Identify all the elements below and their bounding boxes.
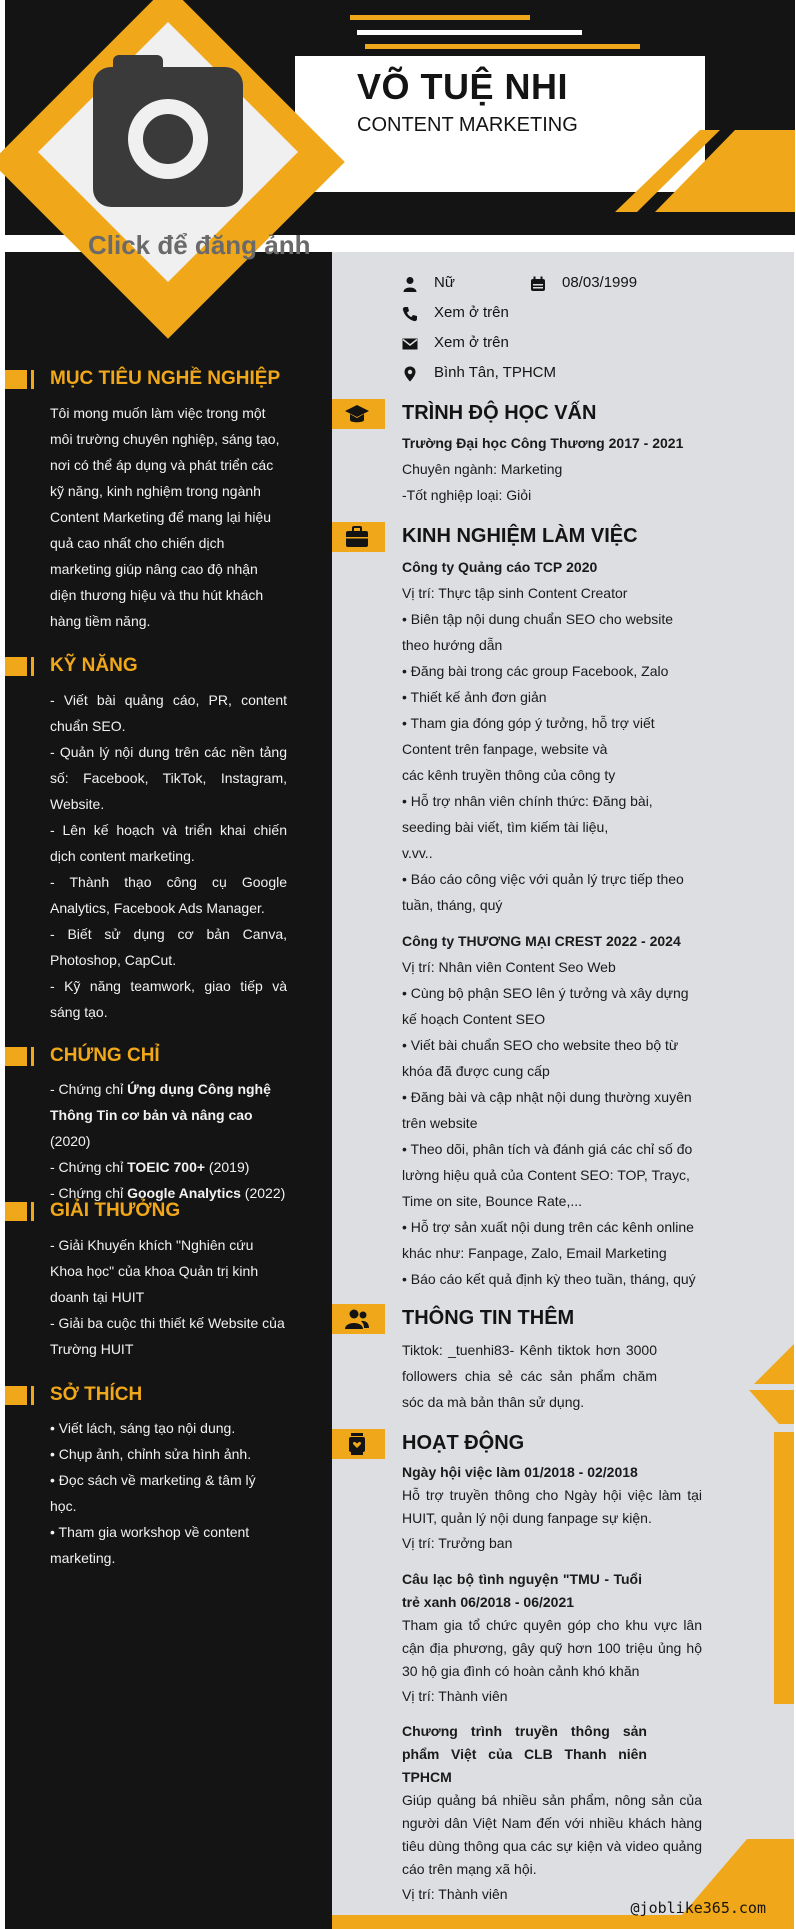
map-pin-icon [402,366,418,382]
activity-entry [402,1720,702,1906]
job-line: • Báo cáo kết quả định kỳ theo tuần, tháng, quý [402,1271,696,1287]
job-line: • Viết bài chuẩn SEO cho website theo bộ từ khóa đã được cung cấp [402,1037,679,1079]
activity-desc: Giúp quảng bá nhiều sản phẩm, nông sản của người dân Việt Nam đến với nhiều khách hàng tiêu dùng thông qua các sự kiện và video quảng cáo trên mạng xã hội. [402,1792,702,1877]
award-item: - Giải Khuyến khích "Nghiên cứu Khoa học" của khoa Quản trị kinh doanh tại HUIT [50,1237,259,1305]
skills-title: KỸ NĂNG [50,655,138,676]
job-line: • Thiết kế ảnh đơn giản [402,689,547,705]
job-entry [402,928,702,1292]
section-marker [5,657,27,676]
users-icon [344,1307,370,1331]
avatar-area[interactable] [23,17,313,307]
skill-item: - Quản lý nội dung trên các nền tảng số: Facebook, TikTok, Instagram, Website. [50,744,287,812]
extra-info-title: THÔNG TIN THÊM [402,1307,575,1329]
header-stripe [365,44,640,49]
activity-entry [402,1568,702,1708]
job-title: CONTENT MARKETING [357,114,578,136]
envelope-icon [402,336,418,352]
activity-entry [402,1461,702,1555]
awards-title: GIẢI THƯỞNG [50,1200,181,1221]
job-entry [402,554,702,918]
briefcase-icon [344,525,370,549]
job-line: Vị trí: Nhân viên Content Seo Web [402,959,616,975]
header-corner-shapes [615,130,795,212]
header-stripe [350,15,530,20]
job-line: v.vv.. [402,845,433,861]
activity-heading: Chương trình truyền thông sản phẩm Việt của CLB Thanh niên TPHCM [402,1723,647,1785]
candidate-name: VÕ TUỆ NHI [357,66,569,107]
job-line: Content trên fanpage, website và [402,741,608,757]
job-company: Công ty Quảng cáo TCP 2020 [402,559,598,575]
activity-role: Vị trí: Thành viên [402,1886,508,1902]
experience-title: KINH NGHIỆM LÀM VIỆC [402,525,638,547]
objective-text: Tôi mong muốn làm việc trong một môi trường chuyên nghiệp, sáng tạo, nơi có thể áp dụng và phát triển các kỹ năng, kinh nghiệm trong ngành Content Marketing để mang lại hiệu quả cao nhất cho chiến dịch marketing giúp nâng cao độ nhận diện thương hiệu và thu hút khách hàng tiềm năng. [50,405,280,629]
activity-desc: Tham gia tổ chức quyên góp cho khu vực lân cận địa phương, gây quỹ hơn 100 triệu ủng hộ 30 hộ gia đình có hoàn cảnh khó khăn [402,1617,702,1679]
certificate-item: - Chứng chỉ TOEIC 700+ (2019) [50,1159,250,1175]
certificates-list [50,1076,287,1206]
graduation-cap-icon [344,402,370,426]
education-grade: -Tốt nghiệp loại: Giỏi [402,487,532,503]
certificate-item: - Chứng chỉ Google Analytics (2022) [50,1185,286,1201]
side-decoration [749,1344,794,1704]
job-line: • Hỗ trợ sản xuất nội dung trên các kênh online khác như: Fanpage, Zalo, Email Marketing [402,1219,694,1261]
job-line: • Báo cáo công việc với quản lý trực tiếp theo tuần, tháng, quý [402,871,684,913]
job-line: • Theo dõi, phân tích và đánh giá các chỉ số đo lường hiệu quả của Content SEO: TOP, Trayc, Time on site, Bounce Rate,... [402,1141,693,1209]
job-line: • Tham gia đóng góp ý tưởng, hỗ trợ viết [402,715,655,731]
education-details [402,430,752,508]
skill-item: - Thành thạo công cụ Google Analytics, Facebook Ads Manager. [50,874,287,916]
activity-desc: Hỗ trợ truyền thông cho Ngày hội việc làm tại HUIT, quản lý nội dung fanpage sự kiện. [402,1487,702,1526]
skill-item: - Lên kế hoạch và triển khai chiến dịch content marketing. [50,822,287,864]
job-line: Vị trí: Thực tập sinh Content Creator [402,585,628,601]
calendar-icon [530,276,546,292]
job-line: • Biên tập nội dung chuẩn SEO cho website theo hướng dẫn [402,611,674,653]
skill-item: - Biết sử dụng cơ bản Canva, Photoshop, CapCut. [50,926,287,968]
person-icon [402,276,418,292]
awards-list [50,1232,287,1362]
skill-item: - Kỹ năng teamwork, giao tiếp và sáng tạo. [50,978,287,1020]
section-marker [5,370,27,389]
header-stripe [357,30,582,35]
job-company: Công ty THƯƠNG MẠI CREST 2022 - 2024 [402,933,681,949]
activity-heading: Câu lạc bộ tình nguyện "TMU - Tuổi trẻ xanh 06/2018 - 06/2021 [402,1571,642,1610]
hobby-item: • Tham gia workshop về content marketing. [50,1524,250,1566]
award-item: - Giải ba cuộc thi thiết kế Website của Trường HUIT [50,1315,285,1357]
certificates-title: CHỨNG CHỈ [50,1045,160,1066]
job-line: • Hỗ trợ nhân viên chính thức: Đăng bài, seeding bài viết, tìm kiếm tài liệu, [402,793,653,835]
hobby-item: • Chụp ảnh, chỉnh sửa hình ảnh. [50,1446,252,1462]
education-title: TRÌNH ĐỘ HỌC VẤN [402,402,597,424]
section-icon-bar [332,1429,387,1459]
job-line: • Đăng bài trong các group Facebook, Zalo [402,663,669,679]
hobby-item: • Đọc sách về marketing & tâm lý học. [50,1472,256,1514]
objective-title: MỤC TIÊU NGHỀ NGHIỆP [50,368,281,389]
hobby-item: • Viết lách, sáng tạo nội dung. [50,1420,236,1436]
right-column: Nữ 08/03/1999 Xem ở trên Xem ở trên Bình Tân, TPHCM TRÌNH ĐỘ HỌC VẤN Trường Đại học Công Thương 2017 - 2021 Chuyên ngành: Marketing -Tốt nghiệp loại: Giỏi KINH NGHIỆM LÀM VIỆC Công ty Quảng cáo TCP 2020 Vị trí: Thực tập sinh Content Creator • Biên tập nội dung chuẩn SEO cho website theo hướng dẫn • Đăng bài trong các group Facebook, Zalo • Thiết kế ảnh đơn giản • Tham gia đóng góp ý tưởng, hỗ trợ viết Content trên fanpage, website và các kênh truyền thông của công ty • Hỗ trợ nhân viên chính thức: Đăng bài, seeding bài viết, tìm kiếm tài liệu, v.vv.. • Báo cáo công việc với quản lý trực tiếp theo tuần, tháng, quý Công ty THƯƠNG MẠI CREST 2022 - 2024 Vị trí: Nhân viên Content Seo Web • Cùng bộ phận SEO lên ý tưởng và xây dựng kế hoạch Content SEO • Viết bài chuẩn SEO cho website theo bộ từ khóa đã được cung cấp • Đăng bài và cập nhật nội dung thường xuyên trên website • Theo dõi, phân tích và đánh giá các chỉ số đo lường hiệu quả của Content SEO: TOP, Trayc, Time on site, Bounce Rate,... • Hỗ trợ sản xuất nội dung trên các kênh online khác như: Fanpage, Zalo, Email Marketing • Báo cáo kết quả định kỳ theo tuần, tháng, quý THÔNG TIN THÊM Tiktok: _tuenhi83- Kênh tiktok hơn 3000 followers chia sẻ các sản phẩm chăm sóc da mà bản thân sử dụng. HOẠT ĐỘNG Ngày hội việc làm 01/2018 - 02/2018 Hỗ trợ truyền thông cho Ngày hội việc làm tại HUIT, quản lý nội dung fanpage sự kiện. Vị trí: Trưởng ban Câu lạc bộ tình nguyện "TMU - Tuổi trẻ xanh 06/2018 - 06/2021 Tham gia tổ chức quyên góp cho khu vực lân cận địa phương, gây quỹ hơn 100 triệu ủng hộ 30 hộ gia đình có hoàn cảnh khó khăn Vị trí: Thành viên Chương trình truyền thông sản phẩm Việt của CLB Thanh niên TPHCM Giúp quảng bá nhiều sản phẩm, nông sản của người dân Việt Nam đến với nhiều khách hàng tiêu dùng thông qua các sự kiện và video quảng cáo trên mạng xã hội. Vị trí: Thành viên [332,252,794,1929]
activity-role: Vị trí: Trưởng ban [402,1535,513,1551]
extra-info-text: Tiktok: _tuenhi83- Kênh tiktok hơn 3000 followers chia sẻ các sản phẩm chăm sóc da mà bản thân sử dụng. [402,1342,657,1410]
section-marker [5,1047,27,1066]
phone-icon [402,306,418,322]
job-line: các kênh truyền thông của công ty [402,767,616,783]
activity-heading: Ngày hội việc làm 01/2018 - 02/2018 [402,1464,638,1480]
hobbies-list [50,1415,265,1571]
section-icon-bar [332,522,387,552]
section-marker [5,1386,27,1405]
job-line: • Cùng bộ phận SEO lên ý tưởng và xây dựng kế hoạch Content SEO [402,985,689,1027]
activity-badge-icon [344,1432,370,1456]
activities-title: HOẠT ĐỘNG [402,1432,525,1454]
section-marker [5,1202,27,1221]
section-icon-bar [332,1304,387,1334]
job-line: • Đăng bài và cập nhật nội dung thường xuyên trên website [402,1089,692,1131]
skills-list [50,687,287,1025]
activity-role: Vị trí: Thành viên [402,1688,508,1704]
hobbies-title: SỞ THÍCH [50,1384,143,1405]
watermark: @joblike365.com [630,1899,766,1917]
photo-upload-caption[interactable]: Click để đăng ảnh [88,230,311,260]
section-icon-bar [332,399,387,429]
left-column [5,252,332,1929]
skill-item: - Viết bài quảng cáo, PR, content chuẩn SEO. [50,692,287,734]
education-major: Chuyên ngành: Marketing [402,461,563,477]
certificate-item: - Chứng chỉ Ứng dụng Công nghệ Thông Tin cơ bản và nâng cao (2020) [50,1081,271,1149]
education-school: Trường Đại học Công Thương 2017 - 2021 [402,435,684,451]
